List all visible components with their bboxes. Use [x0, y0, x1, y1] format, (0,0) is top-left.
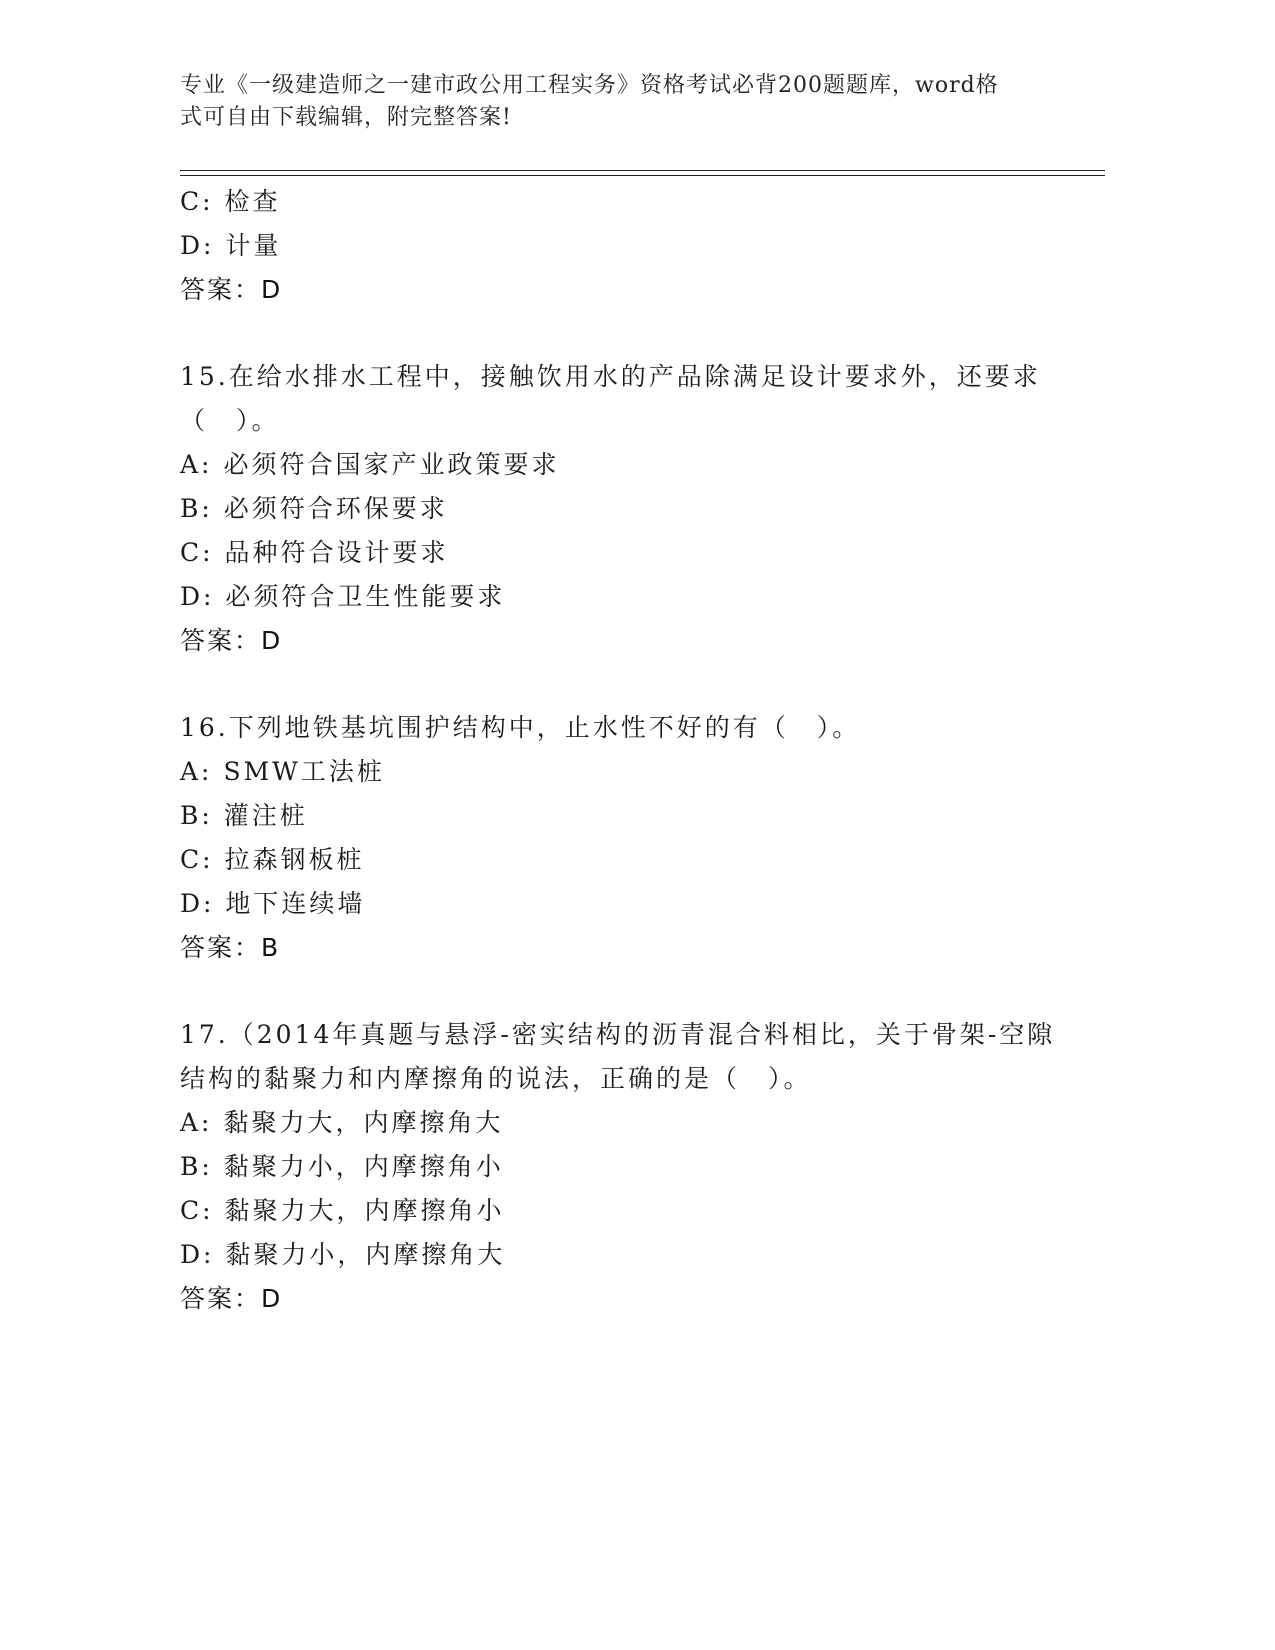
option-label: A:: [180, 1108, 213, 1137]
option-d: [180, 882, 1080, 926]
option-text: 黏聚力小，内摩擦角大: [225, 1240, 506, 1269]
option-a: [180, 443, 1080, 487]
option-label: C:: [180, 845, 214, 874]
option-b: [180, 1145, 1080, 1189]
option-label: B:: [180, 801, 213, 830]
option-d: [180, 224, 1080, 268]
header-divider-top: [180, 170, 1105, 171]
option-text: 检查: [224, 187, 281, 216]
option-text: 地下连续墙: [225, 889, 366, 918]
option-d: [180, 1233, 1080, 1277]
option-text: 必须符合环保要求: [223, 494, 448, 523]
option-label: B:: [180, 1152, 213, 1181]
question-content: [180, 180, 1080, 1321]
document-header: [180, 70, 1060, 134]
option-label: D:: [180, 231, 215, 260]
option-label: D:: [180, 889, 215, 918]
option-text: 必须符合卫生性能要求: [225, 582, 506, 611]
option-text: 黏聚力大，内摩擦角小: [224, 1196, 505, 1225]
question-stem-line: 15.在给水排水工程中，接触饮用水的产品除满足设计要求外，还要求: [180, 362, 1041, 391]
answer-line: 答案：D: [180, 626, 283, 655]
question-15: [180, 355, 1080, 663]
option-c: [180, 838, 1080, 882]
question-stem-line: （ ）。: [180, 406, 280, 435]
header-divider-bottom: [180, 175, 1105, 176]
option-b: [180, 794, 1080, 838]
header-line-2: 式可自由下载编辑，附完整答案!: [180, 105, 512, 130]
question-stem-line: 结构的黏聚力和内摩擦角的说法，正确的是（ ）。: [180, 1064, 812, 1093]
question-stem-line: 16.下列地铁基坑围护结构中，止水性不好的有（ ）。: [180, 713, 861, 742]
answer-line: 答案：B: [180, 933, 281, 962]
option-text: 必须符合国家产业政策要求: [223, 450, 560, 479]
option-a: [180, 1101, 1080, 1145]
option-text: 黏聚力大，内摩擦角大: [223, 1108, 504, 1137]
option-label: B:: [180, 494, 213, 523]
option-label: A:: [180, 757, 213, 786]
option-label: D:: [180, 1240, 215, 1269]
option-label: C:: [180, 187, 214, 216]
option-text: 黏聚力小，内摩擦角小: [223, 1152, 504, 1181]
question-stem-line: 17.（2014年真题与悬浮-密实结构的沥青混合料相比，关于骨架-空隙: [180, 1020, 1056, 1049]
option-label: C:: [180, 1196, 214, 1225]
option-c: [180, 1189, 1080, 1233]
option-label: A:: [180, 450, 213, 479]
question-16: [180, 706, 1080, 970]
option-text: SMW工法桩: [223, 757, 385, 786]
option-label: D:: [180, 582, 215, 611]
option-label: C:: [180, 538, 214, 567]
answer-line: 答案：D: [180, 1284, 283, 1313]
option-text: 灌注桩: [223, 801, 308, 830]
answer-line: 答案：D: [180, 275, 283, 304]
option-text: 品种符合设计要求: [224, 538, 449, 567]
option-b: [180, 487, 1080, 531]
question-17: [180, 1013, 1080, 1321]
header-line-1: 专业《一级建造师之一建市政公用工程实务》资格考试必背200题题库，word格: [180, 73, 999, 98]
option-c: [180, 531, 1080, 575]
option-text: 拉森钢板桩: [224, 845, 365, 874]
option-text: 计量: [225, 231, 282, 260]
option-d: [180, 575, 1080, 619]
option-c: [180, 180, 1080, 224]
question-14-continued: [180, 180, 1080, 312]
option-a: [180, 750, 1080, 794]
